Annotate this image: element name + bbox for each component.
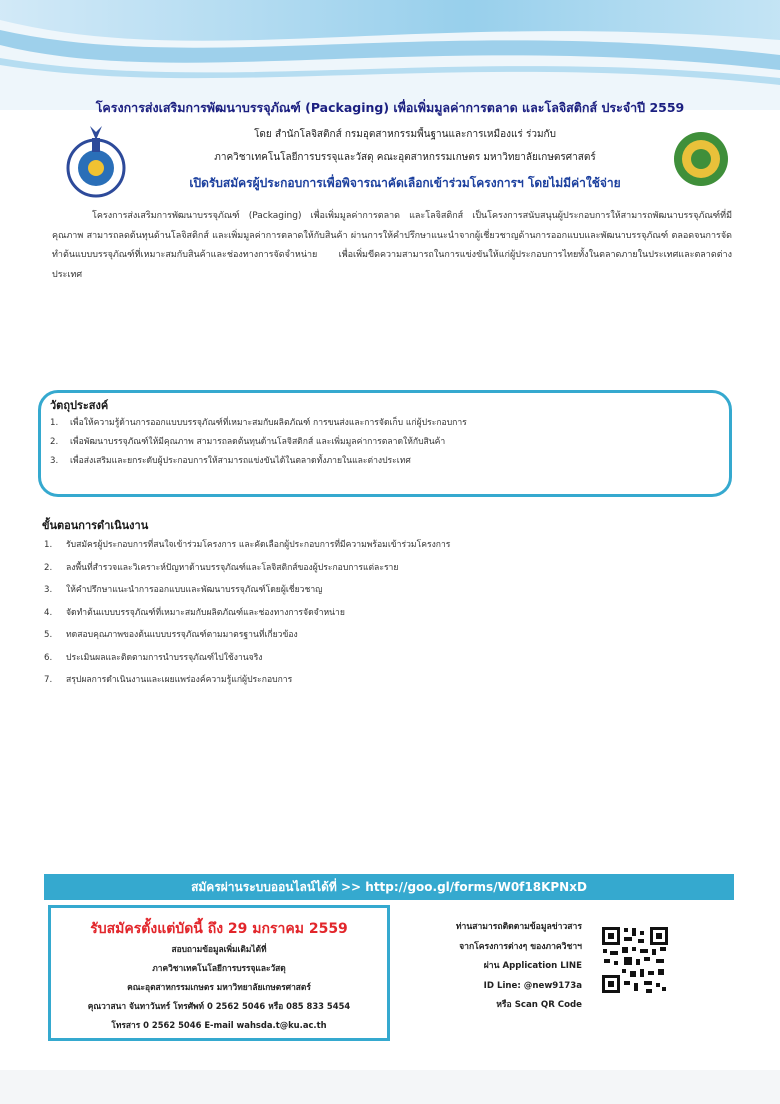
department-emblem-icon (60, 122, 132, 200)
objective-item: 2. เพื่อพัฒนาบรรจุภัณฑ์ให้มีคุณภาพ สามารถลดต้นทุนด้านโลจิสติกส์ และเพิ่มมูลค่าการตลาดให้กับสินค้า (50, 437, 446, 447)
registration-box (48, 905, 390, 1041)
line-info (404, 918, 582, 1016)
info-line: หรือ Scan QR Code (496, 1000, 582, 1010)
header-wave-decoration (0, 0, 780, 110)
qr-code-icon[interactable] (600, 925, 670, 995)
organizer-line: โดย สำนักโลจิสติกส์ กรมอุตสาหกรรมพื้นฐานและการเหมืองแร่ ร่วมกับ (254, 129, 556, 140)
contact-line: สอบถามข้อมูลเพิ่มเติมได้ที่ (171, 944, 267, 954)
step-item: 1. รับสมัครผู้ประกอบการที่สนใจเข้าร่วมโครงการ และคัดเลือกผู้ประกอบการที่มีความพร้อมเข้าร่วมโครงการ (44, 540, 451, 550)
university-seal-icon (672, 130, 730, 188)
tagline: เปิดรับสมัครผู้ประกอบการเพื่อพิจารณาคัดเลือกเข้าร่วมโครงการฯ โดยไม่มีค่าใช้จ่าย (189, 176, 621, 190)
line-id: ID Line: @new9173a (483, 980, 582, 991)
step-item: 3. ให้คำปรึกษาแนะนำการออกแบบและพัฒนาบรรจุภัณฑ์โดยผู้เชี่ยวชาญ (44, 585, 323, 595)
objective-item: 3. เพื่อส่งเสริมและยกระดับผู้ประกอบการให้สามารถแข่งขันได้ในตลาดทั้งภายในและต่างประเทศ (50, 456, 411, 466)
contact-line: คณะอุตสาหกรรมเกษตร มหาวิทยาลัยเกษตรศาสตร์ (127, 982, 311, 992)
objectives-title: วัตถุประสงค์ (50, 399, 109, 412)
step-item: 5. ทดสอบคุณภาพของต้นแบบบรรจุภัณฑ์ตามมาตรฐานที่เกี่ยวข้อง (44, 630, 298, 640)
info-line: ผ่าน Application LINE (483, 961, 582, 971)
partner-line: ภาควิชาเทคโนโลยีการบรรจุและวัสดุ คณะอุตสาหกรรมเกษตร มหาวิทยาลัยเกษตรศาสตร์ (214, 152, 596, 163)
step-item: 6. ประเมินผลและติดตามการนำบรรจุภัณฑ์ไปใช้งานจริง (44, 652, 263, 663)
steps-list (44, 536, 734, 694)
step-item: 4. จัดทำต้นแบบบรรจุภัณฑ์ที่เหมาะสมกับผลิตภัณฑ์และช่องทางการจัดจำหน่าย (44, 607, 345, 618)
bottom-margin (0, 1070, 780, 1104)
step-item: 2. ลงพื้นที่สำรวจและวิเคราะห์ปัญหาด้านบรรจุภัณฑ์และโลจิสติกส์ของผู้ประกอบการแต่ละราย (44, 562, 399, 573)
page-title: โครงการส่งเสริมการพัฒนาบรรจุภัณฑ์ (Packaging) เพื่อเพิ่มมูลค่าการตลาด และโลจิสติกส์ ประจำปี 2559 (95, 100, 685, 115)
objectives-list (50, 414, 710, 471)
objective-item: 1. เพื่อให้ความรู้ด้านการออกแบบบรรจุภัณฑ์ที่เหมาะสมกับผลิตภัณฑ์ การขนส่งและการจัดเก็บ แก่ผู้ประกอบการ (50, 418, 467, 428)
online-registration-banner[interactable]: สมัครผ่านระบบออนไลน์ได้ที่ >> http://goo.gl/forms/W0f18KPNxD (44, 874, 734, 900)
intro-paragraph: โครงการส่งเสริมการพัฒนาบรรจุภัณฑ์ (Packaging) เพื่อเพิ่มมูลค่าการตลาด และโลจิสติกส์ เป็นโครงการสนับสนุนผู้ประกอบการให้สามารถพัฒนาบรรจุภัณฑ์ที่มีคุณภาพ สามารถลดต้นทุนด้านโลจิสติกส์ และเพิ่มมูลค่าการตลาดให้กับสินค้า ผ่านการให้คำปรึกษาแนะนำจากผู้เชี่ยวชาญด้านการออกแบบและพัฒนาบรรจุภัณฑ์ ตลอดจนการจัดทำต้นแบบบรรจุภัณฑ์ที่เหมาะสมกับสินค้าและช่องทางการจัดจำหน่าย เพื่อเพิ่มขีดความสามารถในการแข่งขันให้แก่ผู้ประกอบการไทยทั้งในตลาดภายในประเทศและตลาดต่างประเทศ (52, 211, 732, 280)
info-line: จากโครงการต่างๆ ของภาควิชาฯ (459, 941, 582, 952)
step-item: 7. สรุปผลการดำเนินงานและเผยแพร่องค์ความรู้แก่ผู้ประกอบการ (44, 675, 293, 685)
steps-title: ขั้นตอนการดำเนินงาน (42, 519, 149, 532)
registration-deadline: รับสมัครตั้งแต่บัดนี้ ถึง 29 มกราคม 2559 (90, 921, 348, 937)
contact-line: ภาควิชาเทคโนโลยีการบรรจุและวัสดุ (152, 963, 286, 973)
contact-phone: คุณวาสนา จันทาวันทร์ โทรศัพท์ 0 2562 5046 หรือ 085 833 5454 (87, 1001, 351, 1011)
contact-email: โทรสาร 0 2562 5046 E-mail wahsda.t@ku.ac.th (111, 1020, 327, 1030)
info-line: ท่านสามารถติดตามข้อมูลข่าวสาร (455, 922, 582, 932)
